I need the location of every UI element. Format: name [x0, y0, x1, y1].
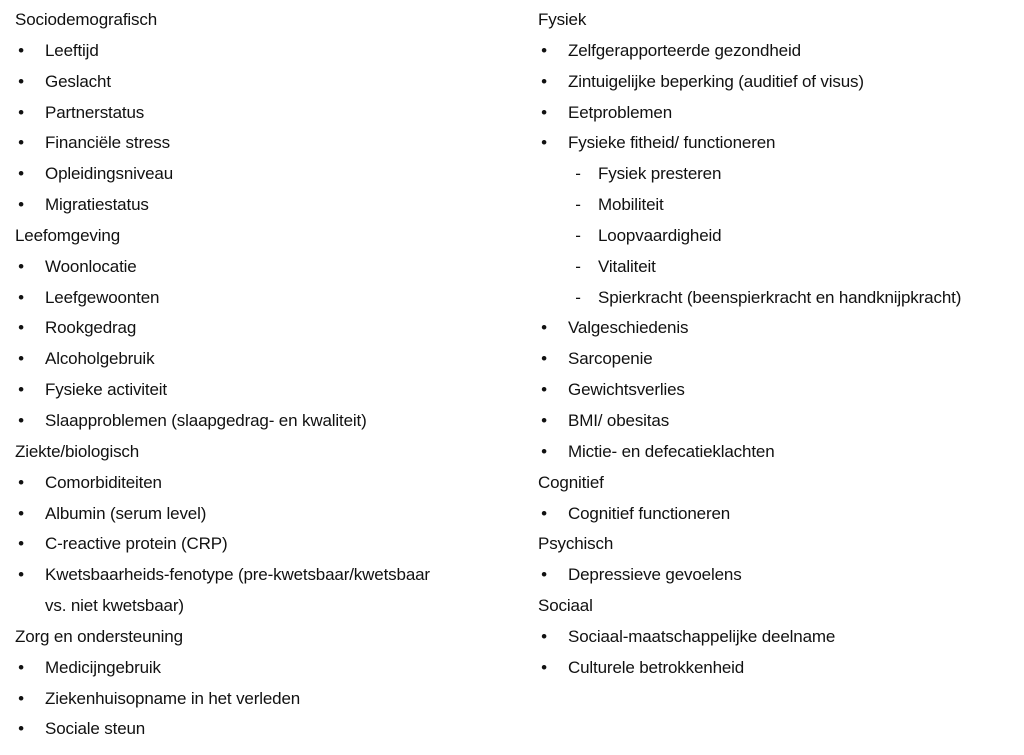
- bullet-marker: •: [18, 71, 24, 91]
- item-text: Sociale steun: [45, 719, 146, 739]
- list-item-partnerstatus: [7, 98, 522, 129]
- bullet-marker: •: [541, 441, 547, 461]
- bullet-marker: •: [541, 657, 547, 677]
- item-text: Mobiliteit: [598, 195, 664, 215]
- dash-marker: -: [575, 225, 581, 245]
- sub-list-item-spierkracht-beenspierkracht-en-handknijp: [530, 283, 1020, 314]
- list-item-continuation-vs-niet-kwetsbaar: [7, 591, 522, 622]
- item-text: Albumin (serum level): [45, 503, 207, 523]
- list-item-cognitief-functioneren: [530, 499, 1020, 530]
- item-text: Fysieke activiteit: [45, 380, 168, 400]
- list-item-leeftijd: [7, 36, 522, 67]
- section-heading-sociodemografisch: [7, 5, 522, 36]
- list-item-fysieke-activiteit: [7, 375, 522, 406]
- bullet-marker: •: [18, 318, 24, 338]
- list-item-valgeschiedenis: [530, 313, 1020, 344]
- item-text: Geslacht: [45, 71, 111, 91]
- item-text: Sarcopenie: [568, 349, 653, 369]
- item-text: Vitaliteit: [598, 256, 656, 276]
- item-text: BMI/ obesitas: [568, 410, 670, 430]
- list-item-kwetsbaarheids-fenotype-pre-kwetsbaar-kw: [7, 560, 522, 591]
- bullet-marker: •: [18, 40, 24, 60]
- heading-text: Cognitief: [538, 472, 604, 492]
- list-item-culturele-betrokkenheid: [530, 653, 1020, 684]
- list-item-financiele-stress: [7, 128, 522, 159]
- list-item-leefgewoonten: [7, 283, 522, 314]
- section-heading-sociaal: [530, 591, 1020, 622]
- item-text: Partnerstatus: [45, 102, 145, 122]
- dash-marker: -: [575, 256, 581, 276]
- item-text: vs. niet kwetsbaar): [45, 596, 184, 616]
- list-item-albumin-serum-level: [7, 499, 522, 530]
- sub-list-item-loopvaardigheid: [530, 221, 1020, 252]
- bullet-marker: •: [18, 102, 24, 122]
- bullet-marker: •: [18, 534, 24, 554]
- bullet-marker: •: [541, 318, 547, 338]
- item-text: Spierkracht (beenspierkracht en handknijpkracht): [598, 287, 962, 307]
- section-heading-psychisch: [530, 529, 1020, 560]
- bullet-marker: •: [541, 503, 547, 523]
- list-item-fysieke-fitheid-functioneren: [530, 128, 1020, 159]
- heading-text: Sociodemografisch: [15, 10, 158, 29]
- item-text: C-reactive protein (CRP): [45, 534, 228, 554]
- bullet-marker: •: [18, 349, 24, 369]
- heading-text: Sociaal: [538, 596, 593, 616]
- heading-text: Ziekte/biologisch: [15, 441, 140, 461]
- sub-list-item-fysiek-presteren: [530, 159, 1020, 190]
- bullet-marker: •: [541, 133, 547, 153]
- list-item-c-reactive-protein-crp: [7, 529, 522, 560]
- bullet-marker: •: [18, 164, 24, 184]
- list-item-gewichtsverlies: [530, 375, 1020, 406]
- section-heading-ziekte-biologisch: [7, 437, 522, 468]
- item-text: Leeftijd: [45, 40, 99, 60]
- list-item-zintuigelijke-beperking-auditief-of-visu: [530, 67, 1020, 98]
- bullet-marker: •: [18, 287, 24, 307]
- list-item-bmi-obesitas: [530, 406, 1020, 437]
- item-text: Cognitief functioneren: [568, 503, 731, 523]
- item-text: Kwetsbaarheids-fenotype (pre-kwetsbaar/kwetsbaar: [45, 565, 430, 585]
- dash-marker: -: [575, 164, 581, 184]
- item-text: Valgeschiedenis: [568, 318, 689, 338]
- item-text: Culturele betrokkenheid: [568, 657, 745, 677]
- list-item-opleidingsniveau: [7, 159, 522, 190]
- bullet-marker: •: [18, 133, 24, 153]
- bullet-marker: •: [18, 380, 24, 400]
- list-item-sociaal-maatschappelijke-deelname: [530, 622, 1020, 653]
- bullet-marker: •: [18, 195, 24, 215]
- section-heading-cognitief: [530, 468, 1020, 499]
- section-heading-zorg-en-ondersteuning: [7, 622, 522, 653]
- item-text: Opleidingsniveau: [45, 164, 174, 184]
- item-text: Sociaal-maatschappelijke deelname: [568, 626, 836, 646]
- list-item-woonlocatie: [7, 252, 522, 283]
- bullet-marker: •: [18, 565, 24, 585]
- list-item-geslacht: [7, 67, 522, 98]
- list-item-alcoholgebruik: [7, 344, 522, 375]
- item-text: Mictie- en defecatieklachten: [568, 441, 775, 461]
- item-text: Medicijngebruik: [45, 657, 161, 677]
- item-text: Fysieke fitheid/ functioneren: [568, 133, 776, 153]
- heading-text: Leefomgeving: [15, 225, 120, 245]
- list-item-medicijngebruik: [7, 653, 522, 684]
- list-item-sarcopenie: [530, 344, 1020, 375]
- bullet-marker: •: [541, 626, 547, 646]
- item-text: Slaapproblemen (slaapgedrag- en kwaliteit): [45, 410, 367, 430]
- right-column: [530, 5, 1020, 684]
- item-text: Gewichtsverlies: [568, 380, 685, 400]
- bullet-marker: •: [18, 503, 24, 523]
- bullet-marker: •: [18, 256, 24, 276]
- section-heading-fysiek: [530, 5, 1020, 36]
- sub-list-item-vitaliteit: [530, 252, 1020, 283]
- bullet-marker: •: [18, 688, 24, 708]
- left-column: [7, 5, 522, 745]
- item-text: Financiële stress: [45, 133, 170, 153]
- bullet-marker: •: [541, 40, 547, 60]
- dash-marker: -: [575, 287, 581, 307]
- list-item-rookgedrag: [7, 313, 522, 344]
- list-item-slaapproblemen-slaapgedrag-en-kwaliteit: [7, 406, 522, 437]
- list-item-comorbiditeiten: [7, 468, 522, 499]
- item-text: Comorbiditeiten: [45, 472, 162, 492]
- sub-list-item-mobiliteit: [530, 190, 1020, 221]
- item-text: Migratiestatus: [45, 195, 149, 215]
- list-item-mictie-en-defecatieklachten: [530, 437, 1020, 468]
- list-item-migratiestatus: [7, 190, 522, 221]
- heading-text: Zorg en ondersteuning: [15, 626, 183, 646]
- bullet-marker: •: [541, 565, 547, 585]
- bullet-marker: •: [541, 71, 547, 91]
- list-item-sociale-steun: [7, 714, 522, 745]
- section-heading-leefomgeving: [7, 221, 522, 252]
- item-text: Zelfgerapporteerde gezondheid: [568, 40, 801, 60]
- item-text: Woonlocatie: [45, 256, 137, 276]
- dash-marker: -: [575, 195, 581, 215]
- heading-text: Fysiek: [538, 10, 587, 29]
- item-text: Loopvaardigheid: [598, 225, 722, 245]
- item-text: Fysiek presteren: [598, 164, 722, 184]
- bullet-marker: •: [541, 410, 547, 430]
- bullet-marker: •: [541, 380, 547, 400]
- item-text: Ziekenhuisopname in het verleden: [45, 688, 301, 708]
- bullet-marker: •: [18, 472, 24, 492]
- list-item-depressieve-gevoelens: [530, 560, 1020, 591]
- bullet-marker: •: [541, 349, 547, 369]
- heading-text: Psychisch: [538, 534, 614, 554]
- bullet-marker: •: [18, 657, 24, 677]
- item-text: Alcoholgebruik: [45, 349, 155, 369]
- item-text: Leefgewoonten: [45, 287, 160, 307]
- item-text: Depressieve gevoelens: [568, 565, 742, 585]
- list-item-ziekenhuisopname-in-het-verleden: [7, 684, 522, 715]
- bullet-marker: •: [541, 102, 547, 122]
- list-item-zelfgerapporteerde-gezondheid: [530, 36, 1020, 67]
- item-text: Zintuigelijke beperking (auditief of visus): [568, 71, 864, 91]
- list-item-eetproblemen: [530, 98, 1020, 129]
- item-text: Eetproblemen: [568, 102, 673, 122]
- item-text: Rookgedrag: [45, 318, 137, 338]
- bullet-marker: •: [18, 410, 24, 430]
- bullet-marker: •: [18, 719, 24, 739]
